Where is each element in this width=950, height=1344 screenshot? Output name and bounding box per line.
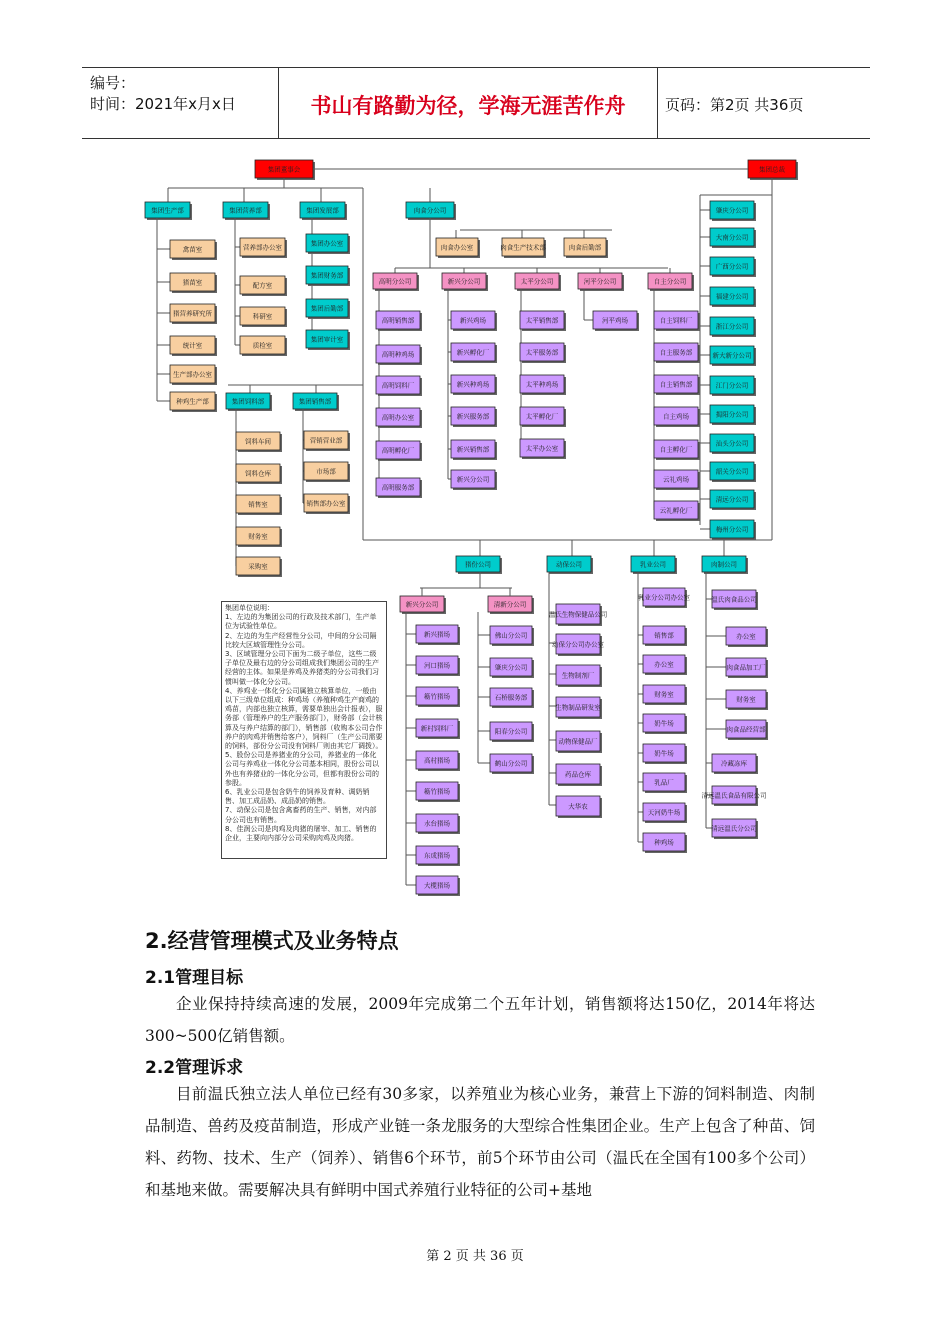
org-node-label: 种鸡生产部 [176,397,209,406]
org-node-label: 高明种鸡场 [381,350,415,359]
org-node-label: 天河奶牛场 [647,808,681,817]
vet-node [556,796,602,818]
meat-product-node [726,720,768,740]
regional-co-node [710,287,756,307]
meat-product-node [712,754,758,774]
org-node-label: 清远分公司 [715,495,749,504]
branch-child-node [654,375,700,395]
org-node-label: 奶牛场 [654,749,674,758]
org-node-label: 新兴分公司 [405,600,439,609]
org-node-label: 科研室 [252,312,273,321]
org-node-label: 肇庆分公司 [494,663,528,672]
org-node-label: 集团销售部 [298,397,332,406]
dairy-node [643,744,687,764]
dept-child-node [236,527,282,547]
demand-paragraph: 目前温氏独立法人单位已经有30多家，以养殖业为核心业务，兼营上下游的饲料制造、肉制品制造、兽药及疫苗制造，形成产业链一条龙服务的大型综合性集团企业。生产上包含了种苗、饲料、药物、技术、生产（饲养）、销售6个环节，前5个环节由公司（温氏在全国有100多个公司）和基地来做。需要解决具有鲜明中国式养殖行业特征的公司+基地 [145,1085,815,1199]
pig-farm-node [416,656,460,676]
org-node-label: 梅州分公司 [715,525,749,534]
org-node-label: 采购室 [248,562,268,571]
org-node-label: 高明分公司 [378,277,412,286]
dept-node [293,393,339,411]
org-node-label: 肉制公司 [711,560,737,569]
dairy-node [643,833,687,853]
vet-node [549,604,608,626]
org-node-label: 高明服务部 [381,483,415,492]
regional-co-node [710,490,756,510]
regional-co-node [710,257,756,277]
org-node-label: 财务室 [248,532,268,541]
branch-child-node [520,439,566,459]
org-node-label: 太平服务部 [525,348,559,357]
org-node-label: 揭阳分公司 [715,410,749,419]
org-node-label: 高明孵化厂 [381,446,415,455]
org-node-label: 石桥服务部 [494,693,528,702]
dept-child-node [236,495,282,515]
dept-child-node [170,365,217,385]
org-node-label: 阳春分公司 [494,727,528,736]
dept-child-node [170,240,217,260]
org-node-label: 自主销售部 [659,380,693,389]
header-page-cell [658,68,870,138]
org-node-label: 新兴种鸡场 [456,380,490,389]
holding-node [702,556,748,574]
branch-child-node [654,343,700,363]
pig-farm-node [416,625,460,645]
board-node [255,160,315,180]
org-node-label: 温氏生物保健品公司 [548,610,608,619]
org-node-label: 配方室 [252,281,273,290]
org-node-label: 乳业公司 [640,560,666,569]
notes-line: 4、养鸡业一体化分公司属独立核算单位，一般由以下三级单位组成：种鸡场（养殖种鸡生产商鸡的鸡苗，内部也独立核算，需要单独出会计报表），服务部（管理养户的生产服务部门），财务部（会计核算及与养户结算的部门），销售部（收购本公司合作养户的肉鸡并销售给客户），饲料厂（生产公司需要的饲料，部份分公司没有饲料厂则由其它厂调拨）。 [225,686,383,751]
dept-child-node [236,464,282,484]
org-node-label: 韶关分公司 [715,467,749,476]
org-node-label: 生物制剂厂 [561,671,595,680]
branch-child-node [376,478,422,498]
branch-child-node [654,501,700,521]
org-node-label: 自主饲料厂 [659,316,693,325]
org-node-label: 财务室 [736,695,756,704]
pig-farm-node [490,722,534,742]
pig-farm-node [416,876,460,896]
org-node-label: 簕竹猪场 [424,692,450,701]
regional-co-node [710,201,756,221]
org-node-label: 大南分公司 [715,233,749,242]
org-node-label: 市场部 [316,467,336,476]
dept-child-node [240,336,287,356]
pig-farm-node [416,814,460,834]
meat-product-node [726,690,768,710]
org-node-label: 温氏肉食品公司 [711,595,757,604]
org-node-label: 动物保健品厂 [558,737,598,746]
notes-line: 3、区域管理分公司下面为二级子单位，这些二级子单位及最右边的分公司组成我们集团公司的生产经营的主体。如果是养鸡及养猪类的分公司我们习惯叫做一体化分公司。 [225,650,379,686]
org-node-label: 簕竹猪场 [424,787,450,796]
branch-node [648,273,694,291]
org-node-label: 广西分公司 [715,262,749,271]
header-motto-cell [279,68,658,138]
pig-farm-node [416,782,460,802]
branch-node [515,273,561,291]
org-node-label: 清新分公司 [493,600,527,609]
org-node-label: 云礼鸡场 [663,475,689,484]
dept-child-node [306,299,350,319]
org-node-label: 肇庆分公司 [715,206,749,215]
meat-co-node [406,202,456,220]
org-node-label: 太平销售部 [525,316,559,325]
meat-product-node [726,658,768,678]
vet-node [556,731,602,753]
org-node-label: 浙江分公司 [715,322,749,331]
dairy-node [643,685,687,705]
org-node-label: 营养部办公室 [243,243,282,252]
dairy-node [643,655,687,675]
branch-child-node [451,407,497,427]
dept-node [223,202,270,220]
org-node-label: 太平分公司 [520,277,554,286]
org-node-label: 新兴分公司 [456,475,490,484]
org-node-label: 肉食分公司 [413,206,447,215]
branch-child-node [654,470,700,490]
branch-child-node [654,407,700,427]
org-node-label: 销售部办公室 [306,499,346,508]
dairy-node [643,803,687,823]
branch-child-node [376,376,422,396]
dept-child-node [236,557,282,577]
dept-node [145,202,192,220]
president-node [748,160,798,180]
org-node-label: 自主服务部 [659,348,693,357]
org-node-label: 清远温氏食品有限公司 [701,791,767,800]
org-node-label: 自主分公司 [653,277,687,286]
org-node-label: 集团后勤部 [310,304,344,313]
org-node-label: 东成猪场 [424,851,450,860]
branch-child-node [654,311,700,331]
org-node-label: 集团总裁 [759,165,785,174]
org-node-label: 自主鸡场 [663,412,689,421]
vet-node [552,634,605,656]
org-node-label: 新大新分公司 [712,351,752,360]
org-node-label: 动保公司 [556,560,582,569]
org-node-label: 集团办公室 [310,239,344,248]
org-node-label: 新兴鸡场 [460,316,486,325]
org-node-label: 河平分公司 [583,277,617,286]
org-node-label: 猪营养研究所 [173,309,212,318]
dept-child-node [236,432,282,452]
notes-line: 7、动保公司是包含禽畜药的生产、销售，对内部分公司也有销售。 [225,806,377,824]
org-node-label: 猪苗室 [182,278,203,287]
vet-node [555,697,602,719]
section-heading: 2.经营管理模式及业务特点 [145,929,399,953]
notes-line: 8、佳润公司是肉鸡及肉猪的屠宰、加工、销售的企业，主要向内部分公司采购肉鸡及肉猪。 [225,824,377,843]
branch-node [373,273,419,291]
meat-child-node [564,238,608,258]
org-node-label: 新兴服务部 [456,412,490,421]
org-node-label: 太平孵化厂 [525,412,559,421]
dept-child-node [306,330,350,350]
notes-title: 集团单位说明： [225,604,274,612]
dept-child-node [170,273,217,293]
dept-child-node [306,266,350,286]
branch-child-node [451,470,497,490]
org-node-label: 奶牛场 [654,719,674,728]
pig-farm-node [490,688,534,708]
dept-node [226,393,272,411]
org-node-label: 生产部办公室 [173,370,212,379]
header-page-label: 页码：第2页 共36页 [665,96,804,114]
org-node-label: 水台猪场 [424,819,450,828]
dept-child-node [170,304,217,324]
pig-branch-node [400,596,446,614]
subsection-heading-demand: 2.2管理诉求 [145,1058,244,1078]
branch-child-node [593,311,639,331]
org-node-label: 动保分公司办公室 [552,640,604,649]
meat-product-node [702,786,767,806]
pig-farm-node [490,626,534,646]
branch-child-node [451,440,497,460]
org-node-label: 乳业分公司办公室 [638,593,690,602]
dept-child-node [304,494,350,514]
org-node-label: 质检室 [252,341,273,350]
regional-co-node [710,376,756,396]
vet-node [556,764,602,786]
pig-farm-node [416,719,460,739]
regional-co-node [710,462,756,482]
regional-co-node [710,228,756,248]
notes-line: 2、左边的为生产经营性分公司，中间的分公司隔比较大区域管理性分公司。 [225,631,377,649]
org-node-label: 新村饲料厂 [420,724,454,733]
org-node-label: 销售室 [248,500,268,509]
header-meta [82,68,279,138]
org-node-label: 新兴分公司 [447,277,481,286]
org-node-label: 集团发展部 [306,206,339,215]
org-node-label: 新兴猪场 [424,630,450,639]
branch-child-node [520,407,566,427]
org-node-label: 办公室 [654,660,674,669]
branch-child-node [520,311,566,331]
org-node-label: 汕头分公司 [715,439,749,448]
org-node-label: 大榄猪场 [424,881,450,890]
dept-child-node [304,462,350,482]
subsection-heading-goal: 2.1管理目标 [145,968,244,988]
dept-child-node [304,431,350,451]
page-header [82,67,870,139]
pig-farm-node [490,658,534,678]
regional-co-node [710,317,756,337]
org-node-label: 营销营业部 [309,436,343,445]
org-node-label: 饲料车间 [245,437,271,446]
branch-child-node [451,375,497,395]
org-node-label: 高明饲料厂 [381,381,415,390]
doc-number-label: 编号： [90,74,136,92]
dept-child-node [240,238,287,258]
org-node-label: 河平鸡场 [602,316,628,325]
org-node-label: 药品仓库 [565,770,591,779]
regional-co-node [710,434,756,454]
branch-child-node [376,441,422,461]
org-node-label: 福建分公司 [715,292,749,301]
pig-farm-node [490,754,534,774]
org-node-label: 冷藏冻库 [721,759,747,768]
header-motto: 书山有路勤为径，学海无涯苦作舟 [310,94,626,118]
holding-node [631,556,677,574]
org-node-label: 销售部 [654,631,674,640]
org-node-label: 集团生产部 [151,206,184,215]
org-notes-box [221,601,387,859]
branch-child-node [376,345,422,365]
branch-child-node [654,440,700,460]
branch-child-node [451,343,497,363]
branch-child-node [376,408,422,428]
notes-line: 1、左边的为集团公司的行政及技术部门，生产单位为试验性单位。 [225,613,377,631]
org-node-label: 生物制品研发室 [555,703,601,712]
org-node-label: 肉食办公室 [440,243,474,252]
regional-co-node [710,405,756,425]
dept-child-node [306,234,350,254]
holding-node [547,556,593,574]
org-node-label: 乳品厂 [654,778,674,787]
goal-paragraph: 企业保持持续高速的发展，2009年完成第二个五年计划，销售额将达150亿，2014年将达300~500亿销售额。 [145,995,815,1045]
pig-farm-node [416,751,460,771]
org-node-label: 高村猪场 [424,756,450,765]
dairy-node [643,773,687,793]
branch-child-node [520,343,566,363]
dept-child-node [170,336,217,356]
regional-co-node [710,346,756,366]
pig-branch-node [488,596,534,614]
dept-node [300,202,347,220]
org-node-label: 财务室 [654,690,674,699]
branch-node [578,273,624,291]
pig-farm-node [416,687,460,707]
dept-child-node [170,392,217,412]
org-node-label: 集团审计室 [310,335,344,344]
org-node-label: 新兴孵化厂 [456,348,490,357]
org-node-label: 佛山分公司 [494,631,528,640]
meat-product-node [711,819,758,839]
org-node-label: 集团营养部 [229,206,262,215]
org-node-label: 猪份公司 [465,560,491,569]
vet-node [556,665,602,687]
org-node-label: 高明办公室 [381,413,415,422]
page-footer: 第 2 页 共 36 页 [426,1249,524,1264]
holding-node [456,556,502,574]
dept-child-node [240,307,287,327]
org-node-label: 集团董事会 [267,165,301,174]
org-node-label: 河口猪场 [424,661,450,670]
regional-co-node [710,520,756,540]
meat-product-node [726,627,768,647]
branch-child-node [520,375,566,395]
pig-farm-node [416,846,460,866]
meat-child-node [500,238,546,258]
dairy-node [643,626,687,646]
org-node-label: 肉食生产技术部 [500,243,546,252]
org-node-label: 新兴销售部 [456,445,490,454]
branch-child-node [451,311,497,331]
notes-line: 6、乳业公司是包含奶牛的饲养及育种、调奶销售、加工成品奶、成品奶的销售。 [225,788,370,806]
org-node-label: 禽苗室 [182,245,203,254]
org-node-label: 太平办公室 [525,444,559,453]
meat-child-node [436,238,480,258]
org-node-label: 办公室 [736,632,756,641]
org-node-label: 江门分公司 [715,381,749,390]
org-node-label: 统计室 [182,341,203,350]
org-node-label: 集团财务部 [310,271,344,280]
dairy-node [638,588,691,608]
dept-child-node [240,276,287,296]
org-node-label: 肉食品加工厂 [726,663,766,672]
org-node-label: 种鸡场 [654,838,674,847]
org-node-label: 太平种鸡场 [525,380,559,389]
org-node-label: 集团饲料部 [231,397,265,406]
dairy-node [643,714,687,734]
org-node-label: 云礼孵化厂 [659,506,693,515]
org-node-label: 自主孵化厂 [659,445,693,454]
org-node-label: 饲料仓库 [245,469,271,478]
notes-line: 5、股份公司是养猪业的分公司，养猪业的一体化公司与养鸡业一体化分公司基本相同，股份公司以外也有养猪业的一体化分公司，但都有股份公司的参股。 [225,751,379,787]
org-node-label: 大华农 [568,802,588,811]
org-node-label: 肉食品经营部 [726,725,766,734]
doc-time-label: 时间：2021年x月x日 [90,95,236,113]
org-node-label: 肉食后勤部 [568,243,602,252]
branch-node [442,273,488,291]
meat-product-node [711,590,758,610]
org-chart [0,150,950,910]
org-node-label: 鹤山分公司 [494,759,528,768]
org-node-label: 清远温氏分公司 [711,824,757,833]
branch-child-node [376,311,422,331]
org-chart-svg [0,150,950,910]
org-node-label: 高明销售部 [381,316,415,325]
